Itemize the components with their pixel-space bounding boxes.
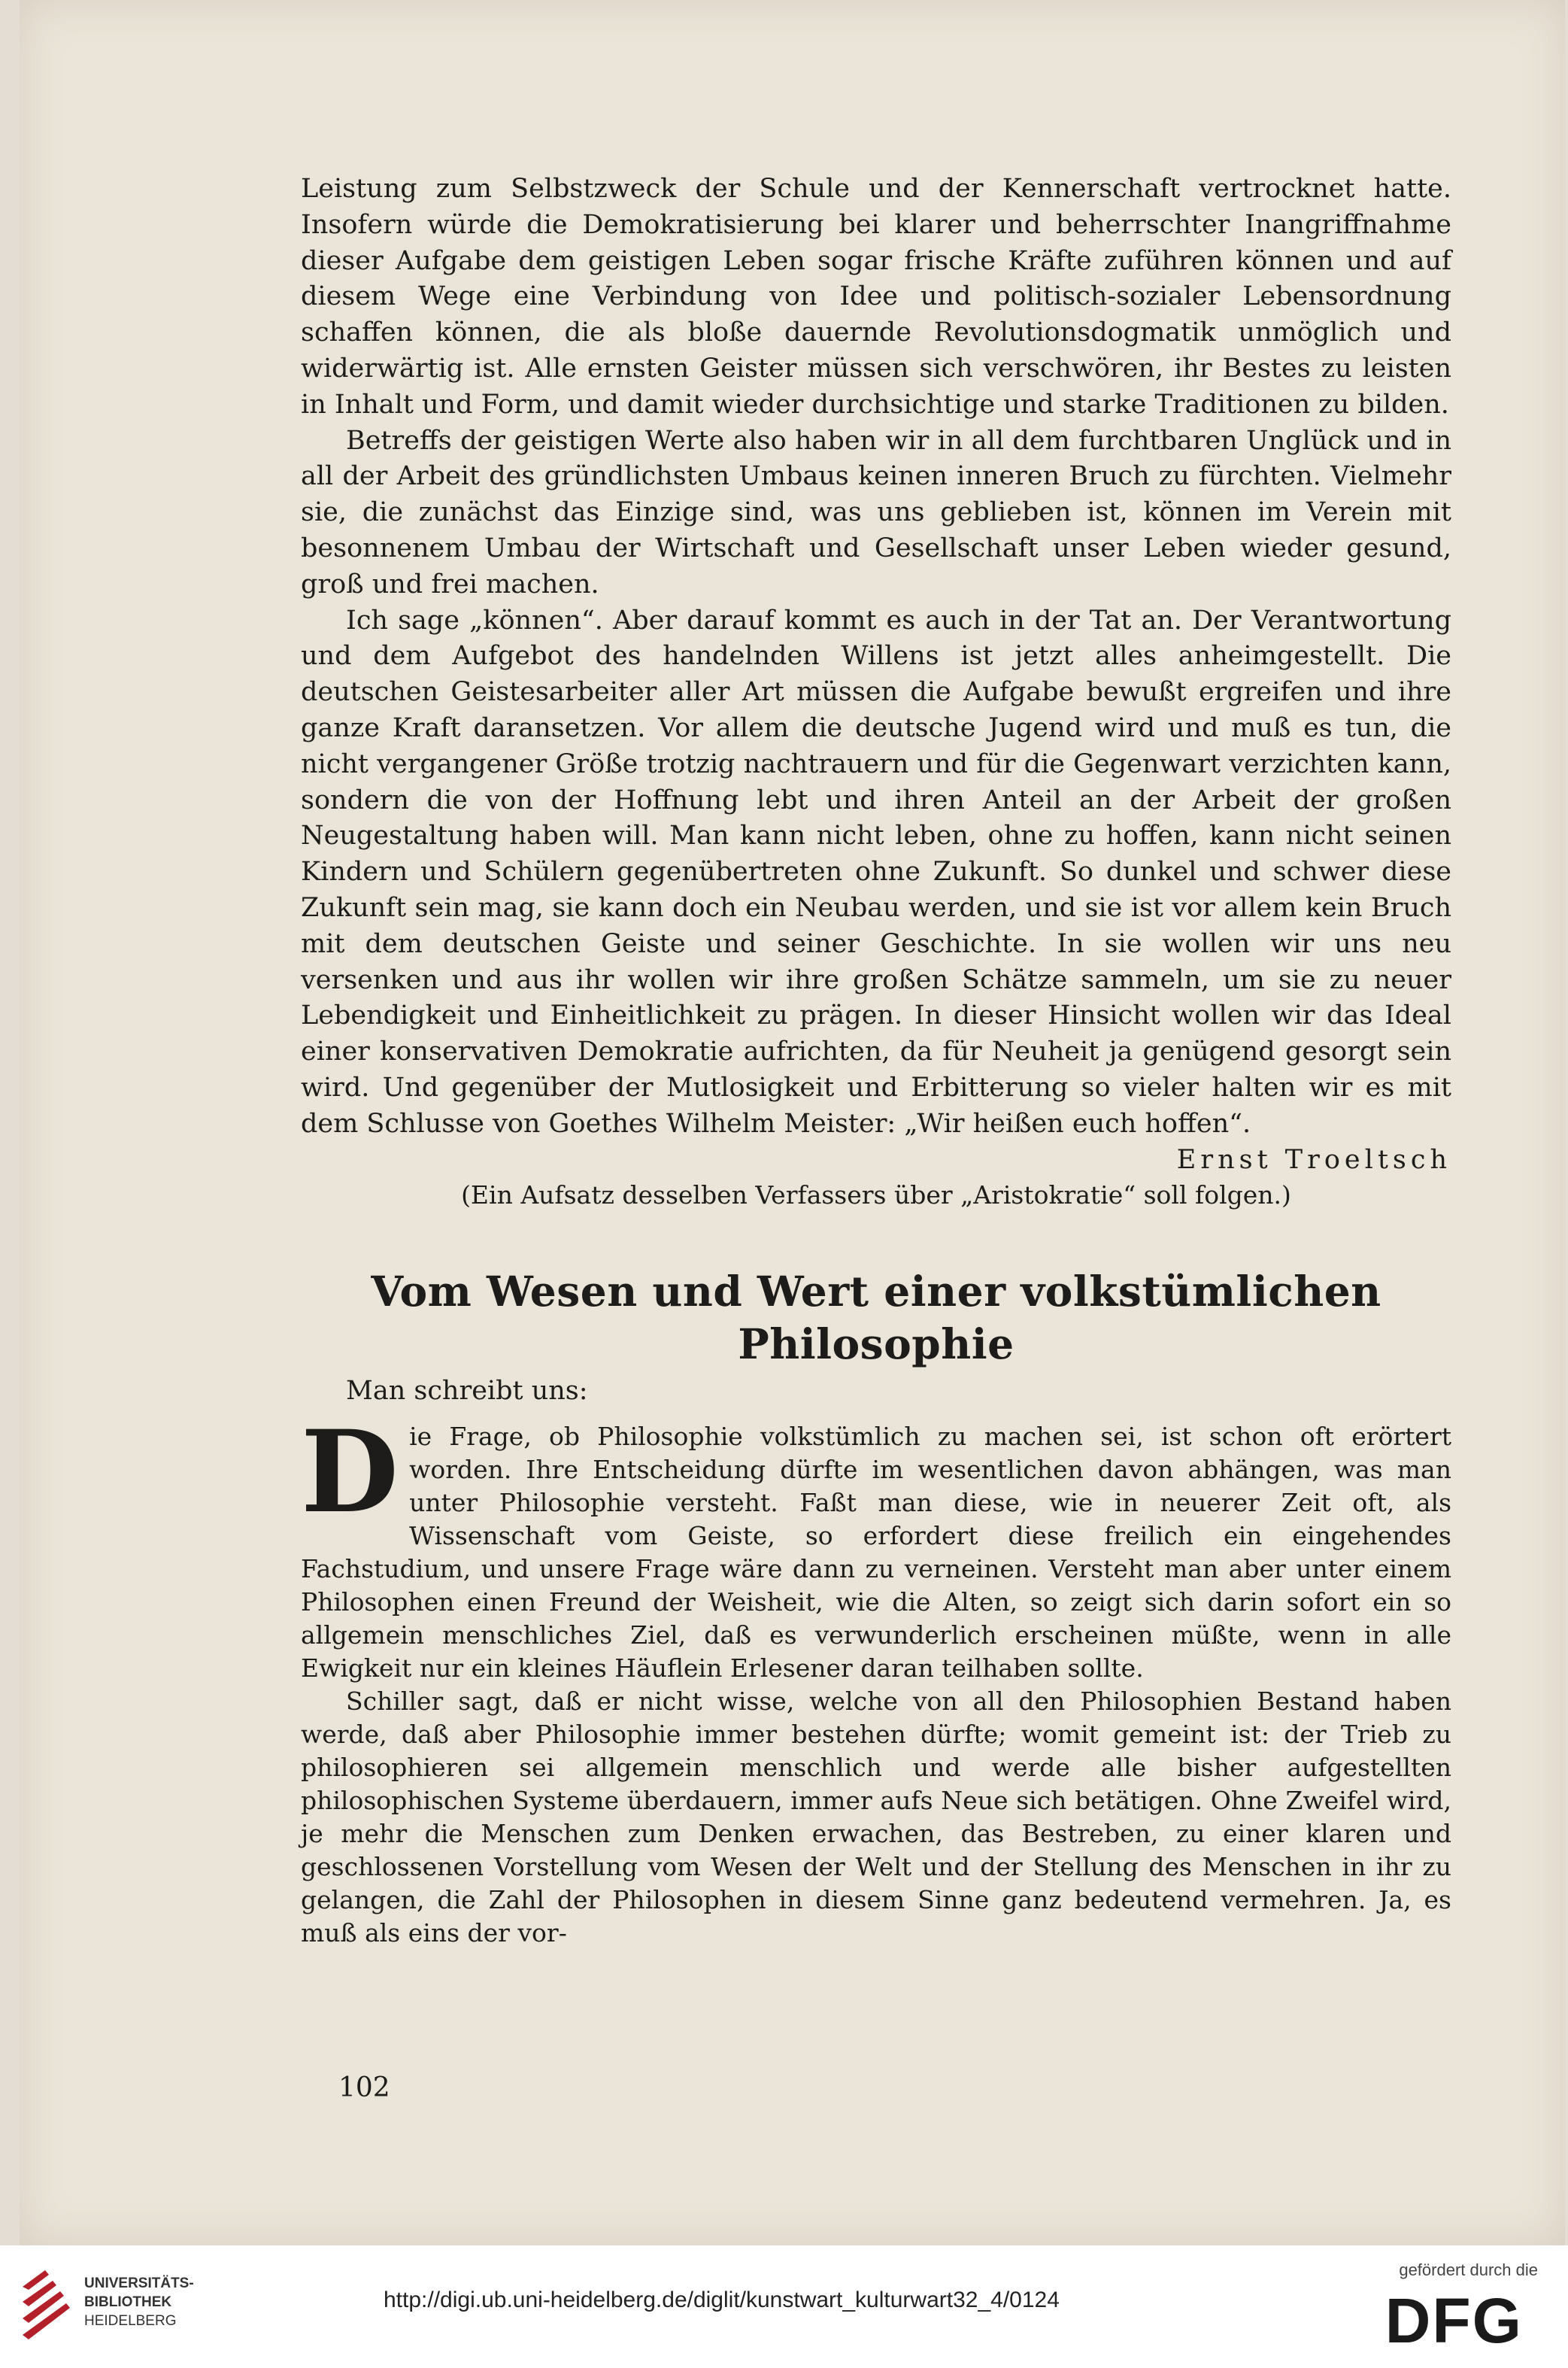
library-line: UNIVERSITÄTS- bbox=[84, 2275, 194, 2291]
page-content bbox=[301, 172, 1451, 1950]
funded-by-label: gefördert durch die bbox=[1399, 2260, 1538, 2279]
paragraph: ie Frage, ob Philosophie volkstümlich zu machen sei, ist schon oft erörtert worden. Ihre Entscheidung dürfte im wesentlichen davon abhängen, was man unter Philosophie versteht. Faßt man diese, wie in neuerer Zeit oft, als Wissenschaft vom Geiste, so erfordert diese freilich ein eingehendes Fachstudium, und unsere Frage wäre dann zu verneinen. Versteht man aber unter einem Philosophen einen Freund der Weisheit, wie die Alten, so zeigt sich darin sofort ein so allgemein menschliches Ziel, daß es verwunderlich erscheinen müßte, wenn in alle Ewigkeit nur ein kleines Häuflein Erlesener daran teilhaben sollte. bbox=[301, 1422, 1451, 1683]
dfg-logo: DFG bbox=[1385, 2285, 1523, 2356]
library-logo-icon bbox=[15, 2264, 75, 2347]
drop-cap: D bbox=[301, 1406, 399, 1539]
paragraph: Ich sage „können“. Aber darauf kommt es auch in der Tat an. Der Verantwortung und dem Aufgebot des handelnden Willens ist jetzt alles anheimgestellt. Die deutschen Geistesarbeiter aller Art müssen die Aufgabe bewußt ergreifen und ihre ganze Kraft daransetzen. Vor allem die deutsche Jugend wird und muß es tun, die nicht vergangener Größe trotzig nachtrauern und für die Gegenwart verzichten kann, sondern die von der Hoffnung lebt und ihren Anteil an der Arbeit der großen Neugestaltung haben will. Man kann nicht leben, ohne zu hoffen, kann nicht seinen Kindern und Schülern gegenübertreten ohne Zukunft. So dunkel und schwer diese Zukunft sein mag, sie kann doch ein Neubau werden, und sie ist vor allem kein Bruch mit dem deutschen Geiste und seiner Geschichte. In sie wollen wir uns neu versenken und aus ihr wollen wir ihre großen Schätze sammeln, um sie zu neuer Lebendigkeit und Einheitlichkeit zu prägen. In dieser Hinsicht wollen wir das Ideal einer konservativen Demokratie aufrichten, da für Neuheit ja genügend gesorgt sein wird. Und gegenüber der Mutlosigkeit und Erbitterung so vieler halten wir es mit dem Schlusse von Goethes Wilhelm Meister: „Wir heißen euch hoffen“. bbox=[301, 605, 1451, 1139]
article-intro: Man schreibt uns: bbox=[346, 1376, 588, 1407]
library-name bbox=[84, 2274, 194, 2330]
source-url-link[interactable]: http://digi.ub.uni-heidelberg.de/diglit/kunstwart_kulturwart32_4/0124 bbox=[384, 2288, 1060, 2312]
page-number: 102 bbox=[338, 2072, 390, 2103]
paragraph: Betreffs der geistigen Werte also haben wir in all dem furchtbaren Unglück und in all der Arbeit des gründlichsten Umbaus keinen inneren Bruch zu fürchten. Vielmehr sie, die zunächst das Einzige sind, was uns geblieben ist, können im Verein mit besonnenem Umbau der Wirtschaft und Gesellschaft unser Leben wieder gesund, groß und frei machen. bbox=[301, 425, 1451, 600]
editorial-note: (Ein Aufsatz desselben Verfassers über „Aristokratie“ soll folgen.) bbox=[461, 1180, 1291, 1210]
first-paragraph-block bbox=[301, 1406, 1451, 1685]
footer-bar bbox=[0, 2245, 1568, 2368]
library-line: BIBLIOTHEK bbox=[84, 2294, 172, 2310]
paragraph: Schiller sagt, daß er nicht wisse, welche von all den Philosophien Bestand haben werde, daß aber Philosophie immer bestehen dürfte; womit gemeint ist: der Trieb zu philosophieren sei allgemein menschlich und werde alle bisher aufgestellten philosophischen Systeme überdauern, immer aufs Neue sich betätigen. Ohne Zweifel wird, je mehr die Menschen zum Denken erwachen, das Bestreben, zu einer klaren und geschlossenen Vorstellung vom Wesen der Welt und der Stellung des Menschen in ihr zu gelangen, die Zahl der Philosophen in diesem Sinne ganz bedeutend vermehren. Ja, es muß als eins der vor- bbox=[301, 1686, 1451, 1948]
library-line: HEIDELBERG bbox=[84, 2313, 177, 2329]
paragraph: Leistung zum Selbstzweck der Schule und der Kennerschaft vertrocknet hatte. Insofern würde die Demokratisierung bei klarer und beherrschter Inangriffnahme dieser Aufgabe dem geistigen Leben sogar frische Kräfte zuführen können und auf diesem Wege eine Verbindung von Idee und politisch-sozialer Lebensordnung schaffen können, die als bloße dauernde Revolutionsdogmatik unmöglich und widerwärtig ist. Alle ernsten Geister müssen sich verschwören, ihr Bestes zu leisten in Inhalt und Form, und damit wieder durchsichtige und starke Traditionen zu bilden. bbox=[301, 174, 1451, 420]
author-signature: Ernst Troeltsch bbox=[1176, 1144, 1451, 1175]
article-title: Vom Wesen und Wert einer volkstümlichen Philosophie bbox=[371, 1267, 1381, 1369]
